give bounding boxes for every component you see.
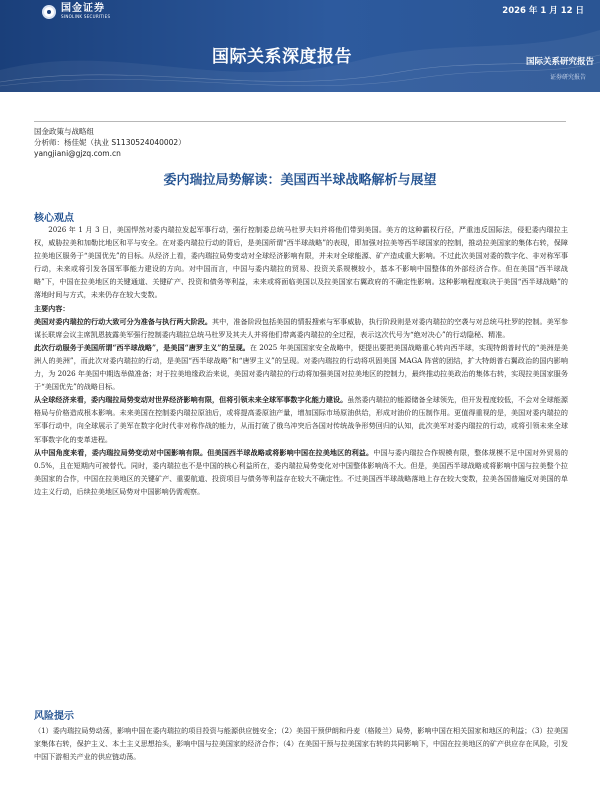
analyst-name: 分析师：杨佳妮（执业 S1130524040002） — [34, 138, 186, 147]
point-4-bold: 从中国角度来看，委内瑞拉局势变动对中国影响有限。但美国西半球战略或将影响中国在拉美地区的利益。 — [34, 447, 374, 457]
report-date: 2026 年 1 月 12 日 — [502, 6, 584, 16]
point-1 — [34, 315, 568, 341]
risk-paragraph: （1）委内瑞拉局势动荡，影响中国在委内瑞拉的项目投资与能源供应链安全；（2）美国干预伊朗和丹麦（格陵兰）局势，影响中国在相关国家和地区的利益；（3）拉美国家集体右转，保护主义、本土主义思想抬头，影响中国与拉美国家的经济合作；（4）在美国干预与拉美国家右转的共同影响下，中国在拉美地区的矿产供应存在风险，引发中国下游相关产业的供应链动荡。 — [34, 726, 568, 762]
analyst-team: 国金政策与战略组 — [34, 127, 94, 136]
analyst-block — [34, 126, 186, 159]
risk-heading: 风险提示 — [34, 711, 74, 722]
sinolink-logo — [42, 4, 110, 19]
page-title: 委内瑞拉局势解读：美国西半球战略解析与展望 — [163, 173, 437, 188]
header-divider — [34, 121, 566, 122]
logo-icon — [42, 5, 56, 19]
point-2 — [34, 341, 568, 393]
analyst-email[interactable]: yangjiani@gjzq.com.cn — [34, 149, 121, 158]
point-2-bold: 此次行动服务于美国所谓“西半球战略”，是美国“唐罗主义”的呈现。 — [34, 342, 250, 352]
point-1-text: 其中，准备阶段包括美国的情报搜索与军事威胁，执行阶段则是对委内瑞拉的空袭与对总统马杜罗的控制。美军参谋长联席会议主席凯恩披露美军强行控制委内瑞拉总统马杜罗及其夫人并将他们带离委内瑞拉的全过程，表示这次代号为“绝对决心”的行动隐秘、精准。 — [34, 316, 569, 339]
point-2-text: 在 2025 年美国国家安全战略中，便提出要把美国战略重心转向西半球，实现特朗普时代的“美洲是美洲人的美洲”，而此次对委内瑞拉的行动，是美国“西半球战略”和“唐罗主义”的呈现。对委内瑞拉的行动将巩固美国 MAGA 阵营的团结，扩大特朗普右翼政治的国内影响力，为 2026 年美国中期选举做准备；对于拉美地缘政治来说，美国对委内瑞拉的行动将加强美国对拉美地区的控制力，最终推动拉美政治的集体右转，实现拉美国家服务于“美国优先”的战略目标。 — [34, 342, 568, 392]
point-3-text: 虽然委内瑞拉的能源储备全球领先，但开发程度较低，不会对全球能源格局与价格造成根本影响。未来美国在控制委内瑞拉原油后，或将提高委原油产量，增加国际市场原油供给，形成对油价的压制作用。更值得重视的是，美国对委内瑞拉的军事行动中，向全球展示了美军在数字化时代非对称作战的能力，从而打破了俄乌冲突后各国对传统战争形势回归的认知，此次美军对委内瑞拉的行动，或将引领未来全球军事数字化的变革进程。 — [34, 395, 568, 444]
logo-text-cn: 国金证券 — [61, 3, 105, 14]
point-1-bold: 美国对委内瑞拉的行动大致可分为准备与执行两大阶段。 — [34, 316, 213, 326]
research-sub-label: 证券研究报告 — [549, 74, 586, 81]
point-4-text: 中国与委内瑞拉合作规模有限，整体规模不足中国对外贸易的 0.5%，且在短期内可被替代。同时，委内瑞拉也不是中国的核心利益所在，委内瑞拉局势变化对中国整体影响尚不大。但是，美国西半球战略或将影响中国与拉美整个拉美国家的合作，中国在拉美地区的关键矿产、重要航道、投资项目与债务等利益存在较大不确定性。不过美国西半球战略落地上存在较大变数，拉美各国普遍反对美国的单边主义行动，后续拉美地区局势对中国影响仍需观察。 — [34, 447, 569, 496]
core-paragraph: 2026 年 1 月 3 日，美国悍然对委内瑞拉发起军事行动，强行控制委总统马杜罗夫妇并将他们带到美国。美方的这种霸权行径，严重违反国际法，侵犯委内瑞拉主权，威胁拉美和加勒比地区和平与安全。在对委内瑞拉行动的背后，是美国所谓“西半球战略”的表现，即加强对拉美等西半球国家的控制，推动拉美国家的集体右转，保障拉美地区服务于“美国优先”的目标。从经济上看，委内瑞拉局势变动对全球经济影响有限，并未对全球能源、矿产造成重大影响。不过此次美国对委的数字化、非对称军事行动，未来或将引发各国军事能力建设的方向。对中国而言，中国与委内瑞拉的贸易、投资关系规模较小，基本不影响中国整体的外部经济合作。但在美国“西半球战略”下，中国在拉美地区的关键通道、关键矿产、投资和债务等利益，未来或将面临美国以及拉美国家右翼政府的不确定性影响。这种影响程度取决于美国“西半球战略”的落地时间与方式，未来仍存在较大变数。 — [34, 225, 568, 300]
core-heading: 核心观点 — [34, 213, 74, 224]
header-banner — [0, 0, 600, 92]
logo-text-en: SINOLINK SECURITIES — [61, 14, 111, 19]
report-type-title: 国际关系深度报告 — [212, 47, 352, 67]
risk-content — [34, 724, 568, 763]
point-3-bold: 从全球经济来看，委内瑞拉局势变动对世界经济影响有限，但将引领未来全球军事数字化能力建设。 — [34, 395, 348, 405]
main-content-label: 主要内容： — [34, 303, 70, 313]
point-4 — [34, 446, 568, 498]
core-content — [34, 223, 568, 498]
point-3 — [34, 393, 568, 445]
research-dept-label: 国际关系研究报告 — [525, 57, 594, 67]
